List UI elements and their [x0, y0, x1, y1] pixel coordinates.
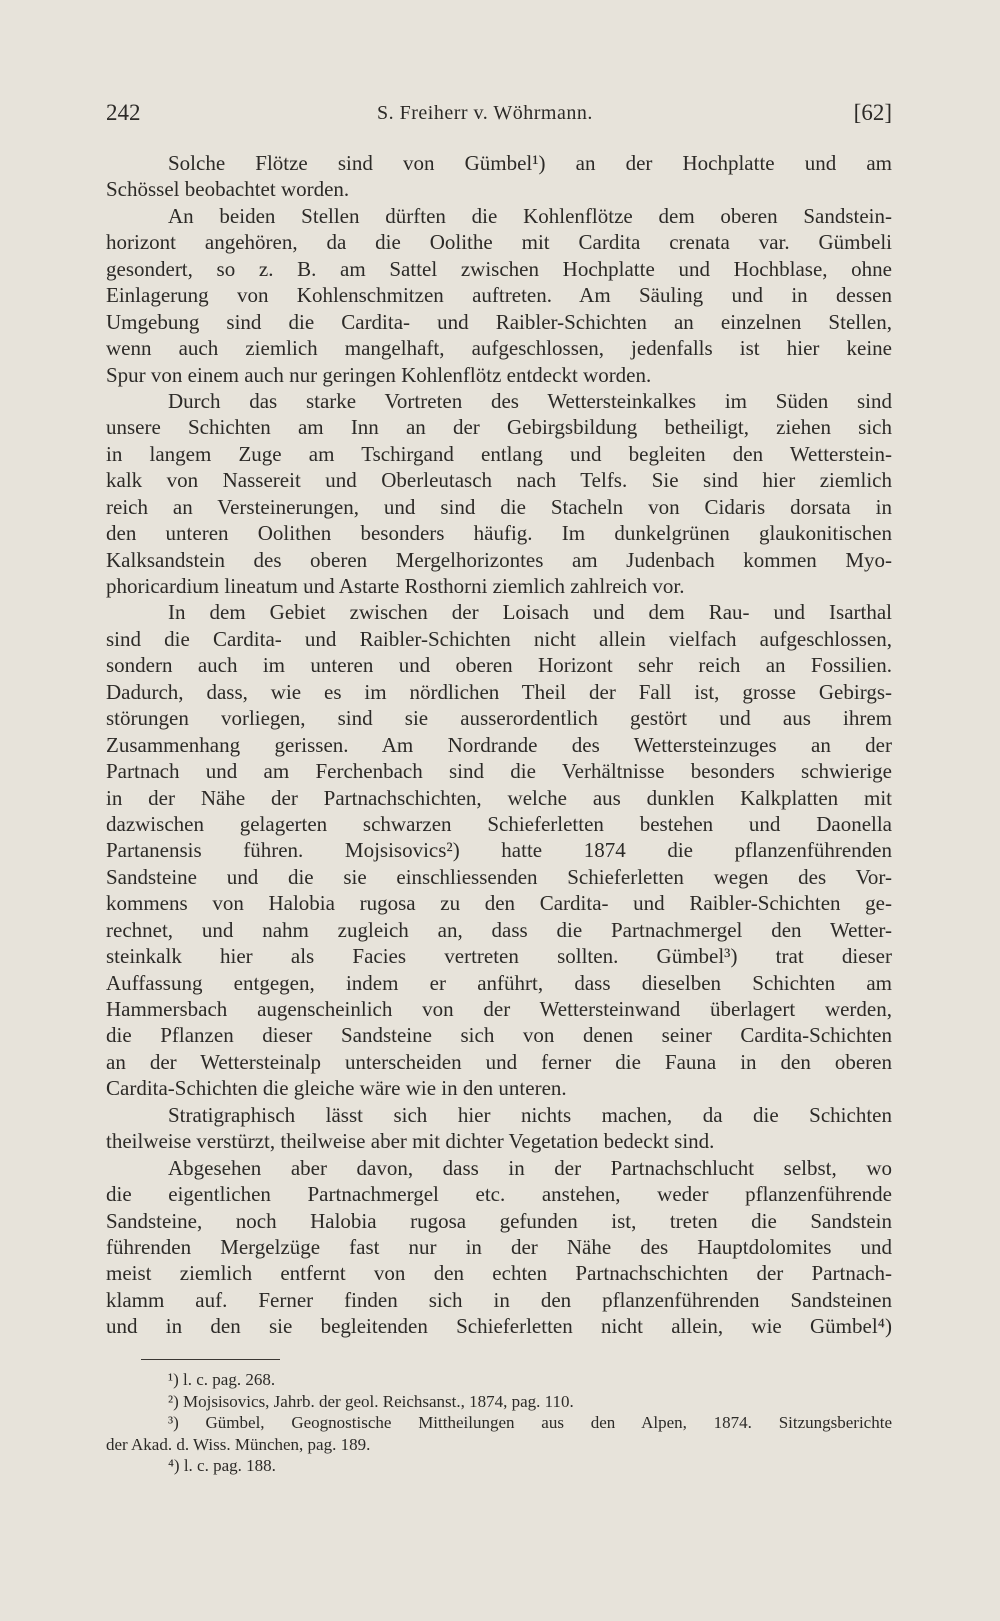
text-line: Zusammenhang gerissen. Am Nordrande des Wettersteinzuges an der [106, 732, 892, 757]
footnote-line: ³) Gümbel, Geognostische Mittheilungen aus den Alpen, 1874. Sitzungsberichte [168, 1413, 892, 1432]
text-line: kommens von Halobia rugosa zu den Cardita- und Raibler-Schichten ge- [106, 891, 892, 916]
text-line: und in den sie begleitenden Schieferletten nicht allein, wie Gümbel⁴) [106, 1314, 892, 1339]
text-line: an der Wettersteinalp unterscheiden und ferner die Fauna in den oberen [106, 1049, 892, 1074]
footnote-line: ²) Mojsisovics, Jahrb. der geol. Reichsanst., 1874, pag. 110. [168, 1391, 574, 1411]
text-line: theilweise verstürzt, theilweise aber mit dichter Vegetation bedeckt sind. [106, 1129, 715, 1154]
text-line: Einlagerung von Kohlenschmitzen auftreten. Am Säuling und in dessen [106, 283, 892, 308]
text-line: wenn auch ziemlich mangelhaft, aufgeschlossen, jedenfalls ist hier keine [106, 336, 892, 361]
text-line: kalk von Nassereit und Oberleutasch nach Telfs. Sie sind hier ziemlich [106, 468, 892, 493]
footnote-line: der Akad. d. Wiss. München, pag. 189. [106, 1434, 371, 1454]
body-text [106, 150, 892, 1340]
text-line: gesondert, so z. B. am Sattel zwischen Hochplatte und Hochblase, ohne [106, 256, 892, 281]
text-line: dazwischen gelagerten schwarzen Schieferletten bestehen und Daonella [106, 811, 892, 836]
text-line: phoricardium lineatum und Astarte Rosthorni ziemlich zahlreich vor. [106, 574, 685, 598]
text-line: in der Nähe der Partnachschichten, welche aus dunklen Kalkplatten mit [106, 785, 892, 810]
footnote-divider [141, 1359, 280, 1360]
text-line: horizont angehören, da die Oolithe mit Cardita crenata var. Gümbeli [106, 230, 892, 255]
text-line: Umgebung sind die Cardita- und Raibler-Schichten an einzelnen Stellen, [106, 309, 892, 334]
text-line: führenden Mergelzüge fast nur in der Nähe des Hauptdolomites und [106, 1234, 892, 1259]
text-line: Kalksandstein des oberen Mergelhorizontes am Judenbach kommen Myo- [106, 547, 892, 572]
text-line: meist ziemlich entfernt von den echten Partnachschichten der Partnach- [106, 1261, 892, 1286]
text-line: Spur von einem auch nur geringen Kohlenflötz entdeckt worden. [106, 362, 652, 387]
text-line: sondern auch im unteren und oberen Horizont sehr reich an Fossilien. [106, 653, 892, 678]
text-line: An beiden Stellen dürften die Kohlenflötze dem oberen Sandstein- [168, 203, 892, 228]
text-line: die Pflanzen dieser Sandsteine sich von denen seiner Cardita-Schichten [106, 1023, 892, 1048]
footnote-line: ¹) l. c. pag. 268. [168, 1370, 276, 1389]
text-line: störungen vorliegen, sind sie ausserordentlich gestört und aus ihrem [106, 706, 892, 731]
section-number: [62] [853, 100, 892, 125]
text-line: sind die Cardita- und Raibler-Schichten nicht allein vielfach aufgeschlossen, [106, 626, 892, 651]
text-line: Dadurch, dass, wie es im nördlichen Theil der Fall ist, grosse Gebirgs- [106, 679, 892, 704]
text-line: Solche Flötze sind von Gümbel¹) an der Hochplatte und am [168, 151, 892, 175]
running-title-author: S. Freiherr v. Wöhrmann. [377, 102, 593, 124]
text-line: in langem Zuge am Tschirgand entlang und begleiten den Wetterstein- [106, 441, 892, 466]
text-line: Sandsteine, noch Halobia rugosa gefunden ist, treten die Sandstein [106, 1208, 892, 1233]
text-line: Auffassung entgegen, indem er anführt, dass dieselben Schichten am [106, 970, 892, 995]
footnote-line: ⁴) l. c. pag. 188. [168, 1456, 276, 1475]
text-line: rechnet, und nahm zugleich an, dass die Partnachmergel den Wetter- [106, 917, 892, 942]
text-line: Hammersbach augenscheinlich von der Wettersteinwand überlagert werden, [106, 997, 892, 1021]
page-number: 242 [106, 100, 141, 125]
text-line: Sandsteine und die sie einschliessenden Schieferletten wegen des Vor- [106, 864, 892, 889]
text-line: unsere Schichten am Inn an der Gebirgsbildung betheiligt, ziehen sich [106, 415, 892, 440]
text-line: Partanensis führen. Mojsisovics²) hatte 1874 die pflanzenführenden [106, 838, 892, 863]
text-line: In dem Gebiet zwischen der Loisach und dem Rau- und Isarthal [168, 600, 892, 625]
text-line: steinkalk hier als Facies vertreten sollten. Gümbel³) trat dieser [106, 944, 892, 969]
text-line: Cardita-Schichten die gleiche wäre wie in den unteren. [106, 1076, 567, 1101]
text-line: Abgesehen aber davon, dass in der Partnachschlucht selbst, wo [168, 1155, 892, 1180]
footnotes [106, 1369, 892, 1477]
text-line: den unteren Oolithen besonders häufig. Im dunkelgrünen glaukonitischen [106, 521, 892, 546]
running-header [106, 100, 892, 132]
text-line: reich an Versteinerungen, und sind die Stacheln von Cidaris dorsata in [106, 494, 892, 519]
text-line: Schössel beobachtet worden. [106, 177, 350, 202]
text-line: die eigentlichen Partnachmergel etc. anstehen, weder pflanzenführende [106, 1182, 892, 1207]
text-line: Durch das starke Vortreten des Wettersteinkalkes im Süden sind [168, 388, 892, 413]
text-line: Stratigraphisch lässt sich hier nichts machen, da die Schichten [168, 1102, 892, 1127]
text-line: klamm auf. Ferner finden sich in den pflanzenführenden Sandsteinen [106, 1287, 892, 1312]
text-line: Partnach und am Ferchenbach sind die Verhältnisse besonders schwierige [106, 759, 892, 784]
